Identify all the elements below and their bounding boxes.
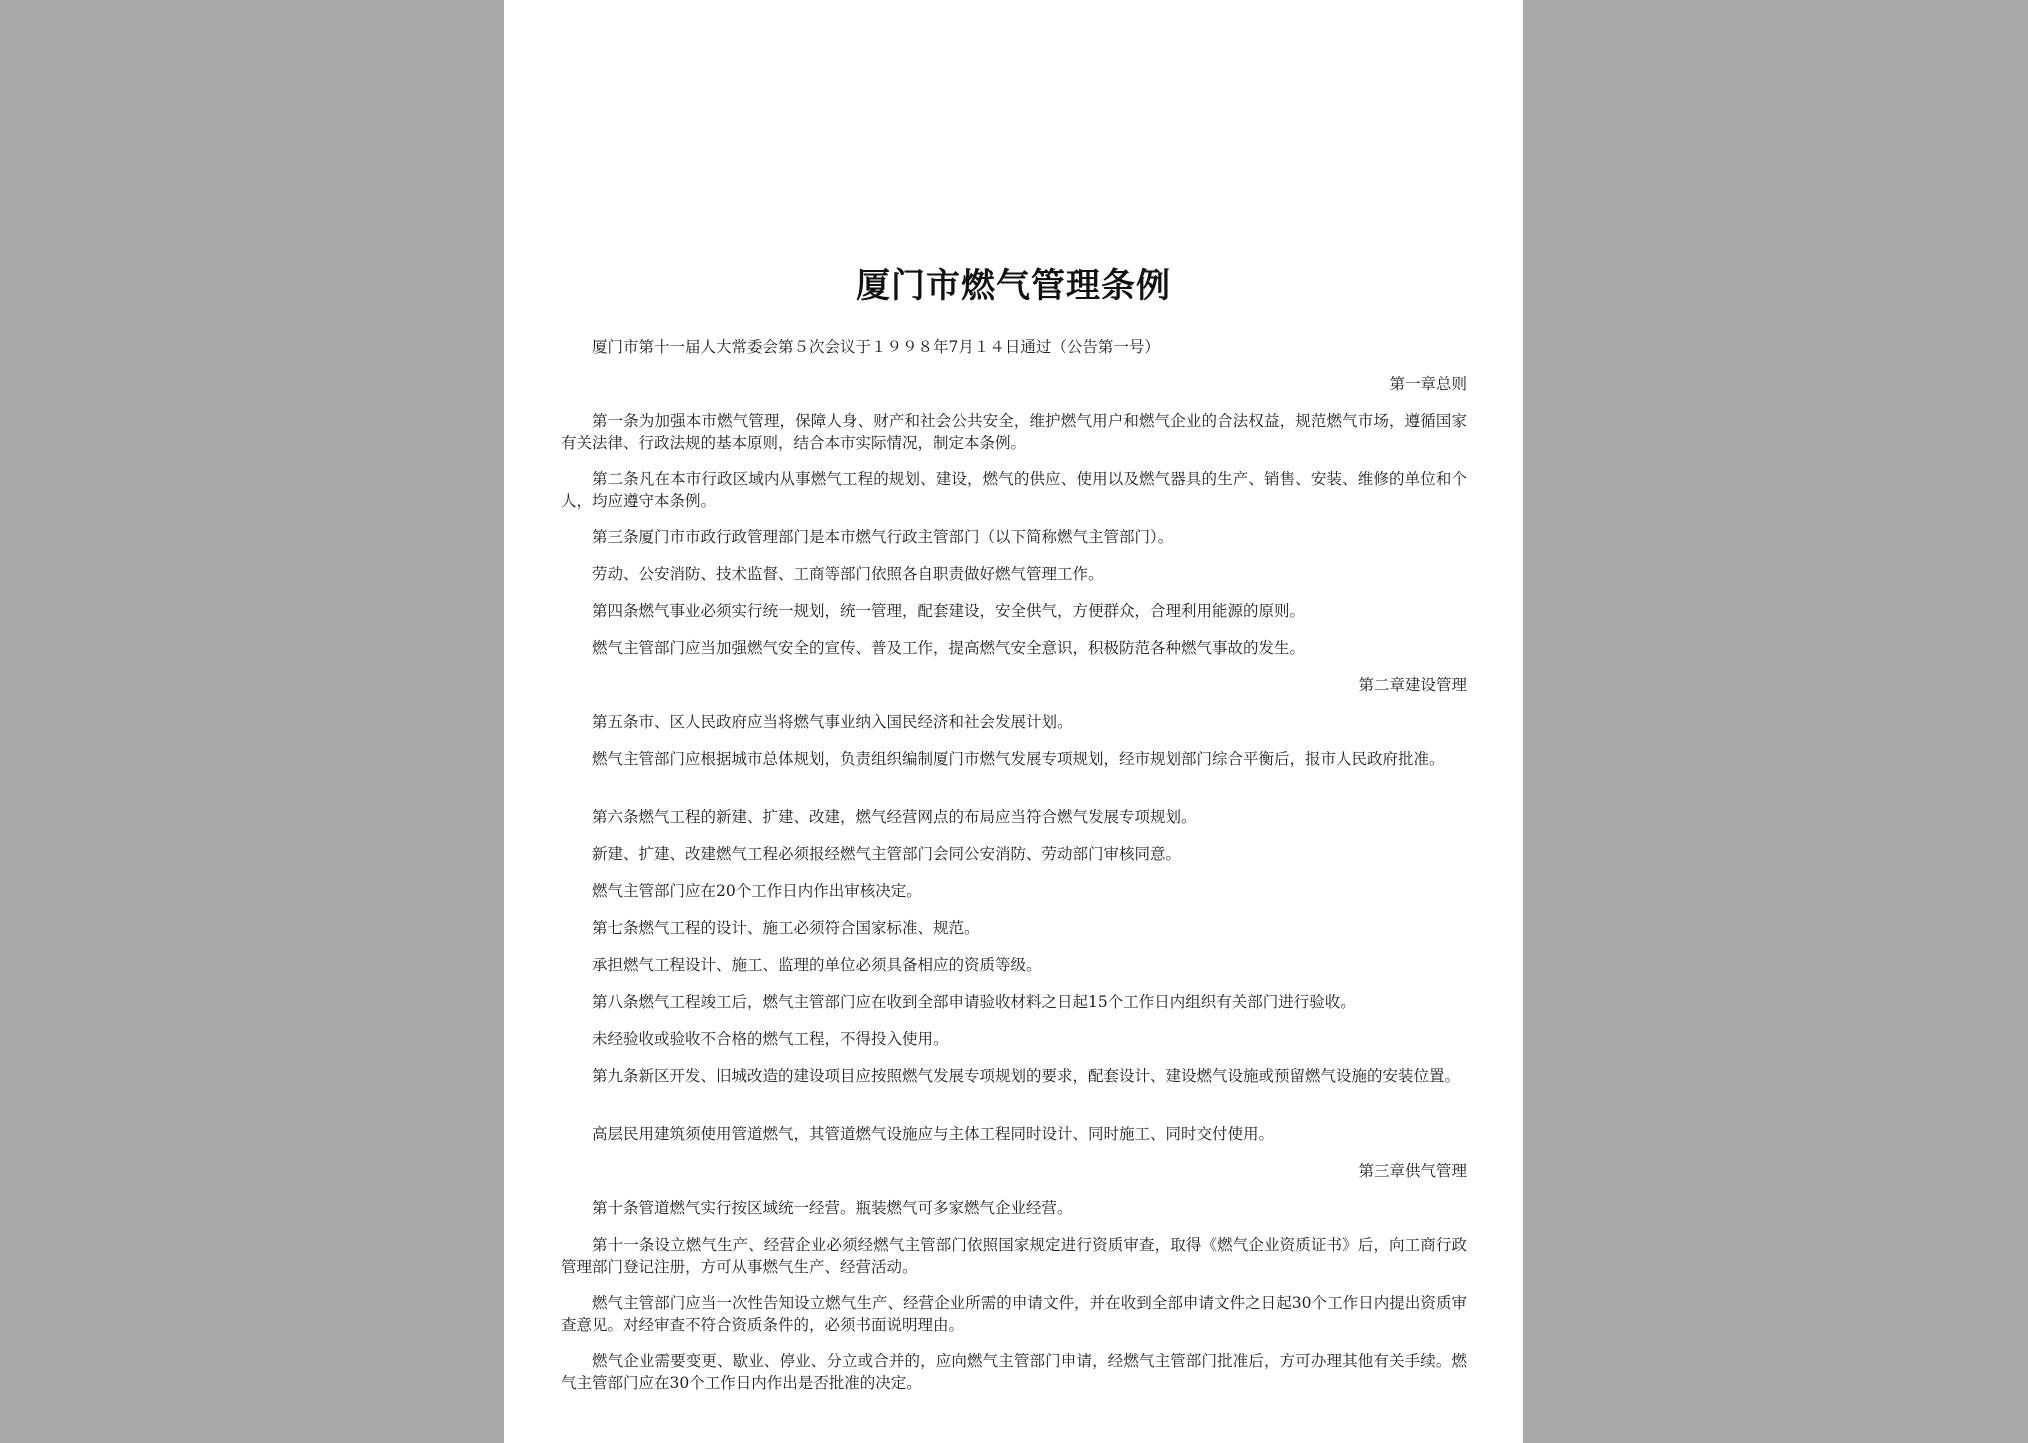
article-paragraph: 第十一条设立燃气生产、经营企业必须经燃气主管部门依照国家规定进行资质审查，取得《燃气企业资质证书》后，向工商行政管理部门登记注册，方可从事燃气生产、经营活动。 (561, 1236, 1467, 1276)
article-paragraph: 第十条管道燃气实行按区域统一经营。瓶装燃气可多家燃气企业经营。 (592, 1199, 1073, 1217)
article-paragraph: 第二条凡在本市行政区域内从事燃气工程的规划、建设，燃气的供应、使用以及燃气器具的生产、销售、安装、维修的单位和个人，均应遵守本条例。 (561, 470, 1467, 510)
article-paragraph: 第八条燃气工程竣工后，燃气主管部门应在收到全部申请验收材料之日起15个工作日内组织有关部门进行验收。 (592, 993, 1356, 1011)
article-paragraph: 第七条燃气工程的设计、施工必须符合国家标准、规范。 (592, 919, 980, 937)
article-paragraph: 高层民用建筑须使用管道燃气，其管道燃气设施应与主体工程同时设计、同时施工、同时交付使用。 (592, 1125, 1275, 1143)
article-paragraph: 燃气主管部门应当一次性告知设立燃气生产、经营企业所需的申请文件，并在收到全部申请文件之日起30个工作日内提出资质审查意见。对经审查不符合资质条件的，必须书面说明理由。 (561, 1294, 1467, 1334)
document-title: 厦门市燃气管理条例 (856, 266, 1171, 306)
article-paragraph: 第五条市、区人民政府应当将燃气事业纳入国民经济和社会发展计划。 (592, 713, 1073, 731)
document-page (504, 0, 1523, 1443)
article-paragraph: 燃气企业需要变更、歇业、停业、分立或合并的，应向燃气主管部门申请，经燃气主管部门批准后，方可办理其他有关手续。燃气主管部门应在30个工作日内作出是否批准的决定。 (561, 1352, 1467, 1392)
chapter-heading-3: 第三章供气管理 (1358, 1162, 1467, 1180)
article-paragraph: 燃气主管部门应在20个工作日内作出审核决定。 (592, 882, 922, 900)
article-paragraph: 新建、扩建、改建燃气工程必须报经燃气主管部门会同公安消防、劳动部门审核同意。 (592, 845, 1182, 863)
preamble: 厦门市第十一届人大常委会第５次会议于１９９８年7月１４日通过（公告第一号） (592, 338, 1160, 356)
article-paragraph: 燃气主管部门应当加强燃气安全的宣传、普及工作，提高燃气安全意识，积极防范各种燃气事故的发生。 (592, 639, 1306, 657)
article-paragraph: 第一条为加强本市燃气管理，保障人身、财产和社会公共安全，维护燃气用户和燃气企业的合法权益，规范燃气市场，遵循国家有关法律、行政法规的基本原则，结合本市实际情况，制定本条例。 (561, 412, 1467, 452)
chapter-heading-1: 第一章总则 (1389, 375, 1467, 393)
article-paragraph: 第六条燃气工程的新建、扩建、改建，燃气经营网点的布局应当符合燃气发展专项规划。 (592, 808, 1197, 826)
article-paragraph: 劳动、公安消防、技术监督、工商等部门依照各自职责做好燃气管理工作。 (592, 565, 1104, 583)
chapter-heading-2: 第二章建设管理 (1358, 676, 1467, 694)
article-paragraph: 第九条新区开发、旧城改造的建设项目应按照燃气发展专项规划的要求，配套设计、建设燃气设施或预留燃气设施的安装位置。 (592, 1067, 1461, 1085)
article-paragraph: 未经验收或验收不合格的燃气工程，不得投入使用。 (592, 1030, 949, 1048)
article-paragraph: 承担燃气工程设计、施工、监理的单位必须具备相应的资质等级。 (592, 956, 1042, 974)
article-paragraph: 第四条燃气事业必须实行统一规划，统一管理，配套建设，安全供气，方便群众，合理利用能源的原则。 (592, 602, 1306, 620)
article-paragraph: 燃气主管部门应根据城市总体规划，负责组织编制厦门市燃气发展专项规划，经市规划部门综合平衡后，报市人民政府批准。 (592, 750, 1445, 768)
article-paragraph: 第三条厦门市市政行政管理部门是本市燃气行政主管部门（以下简称燃气主管部门）。 (592, 528, 1174, 546)
